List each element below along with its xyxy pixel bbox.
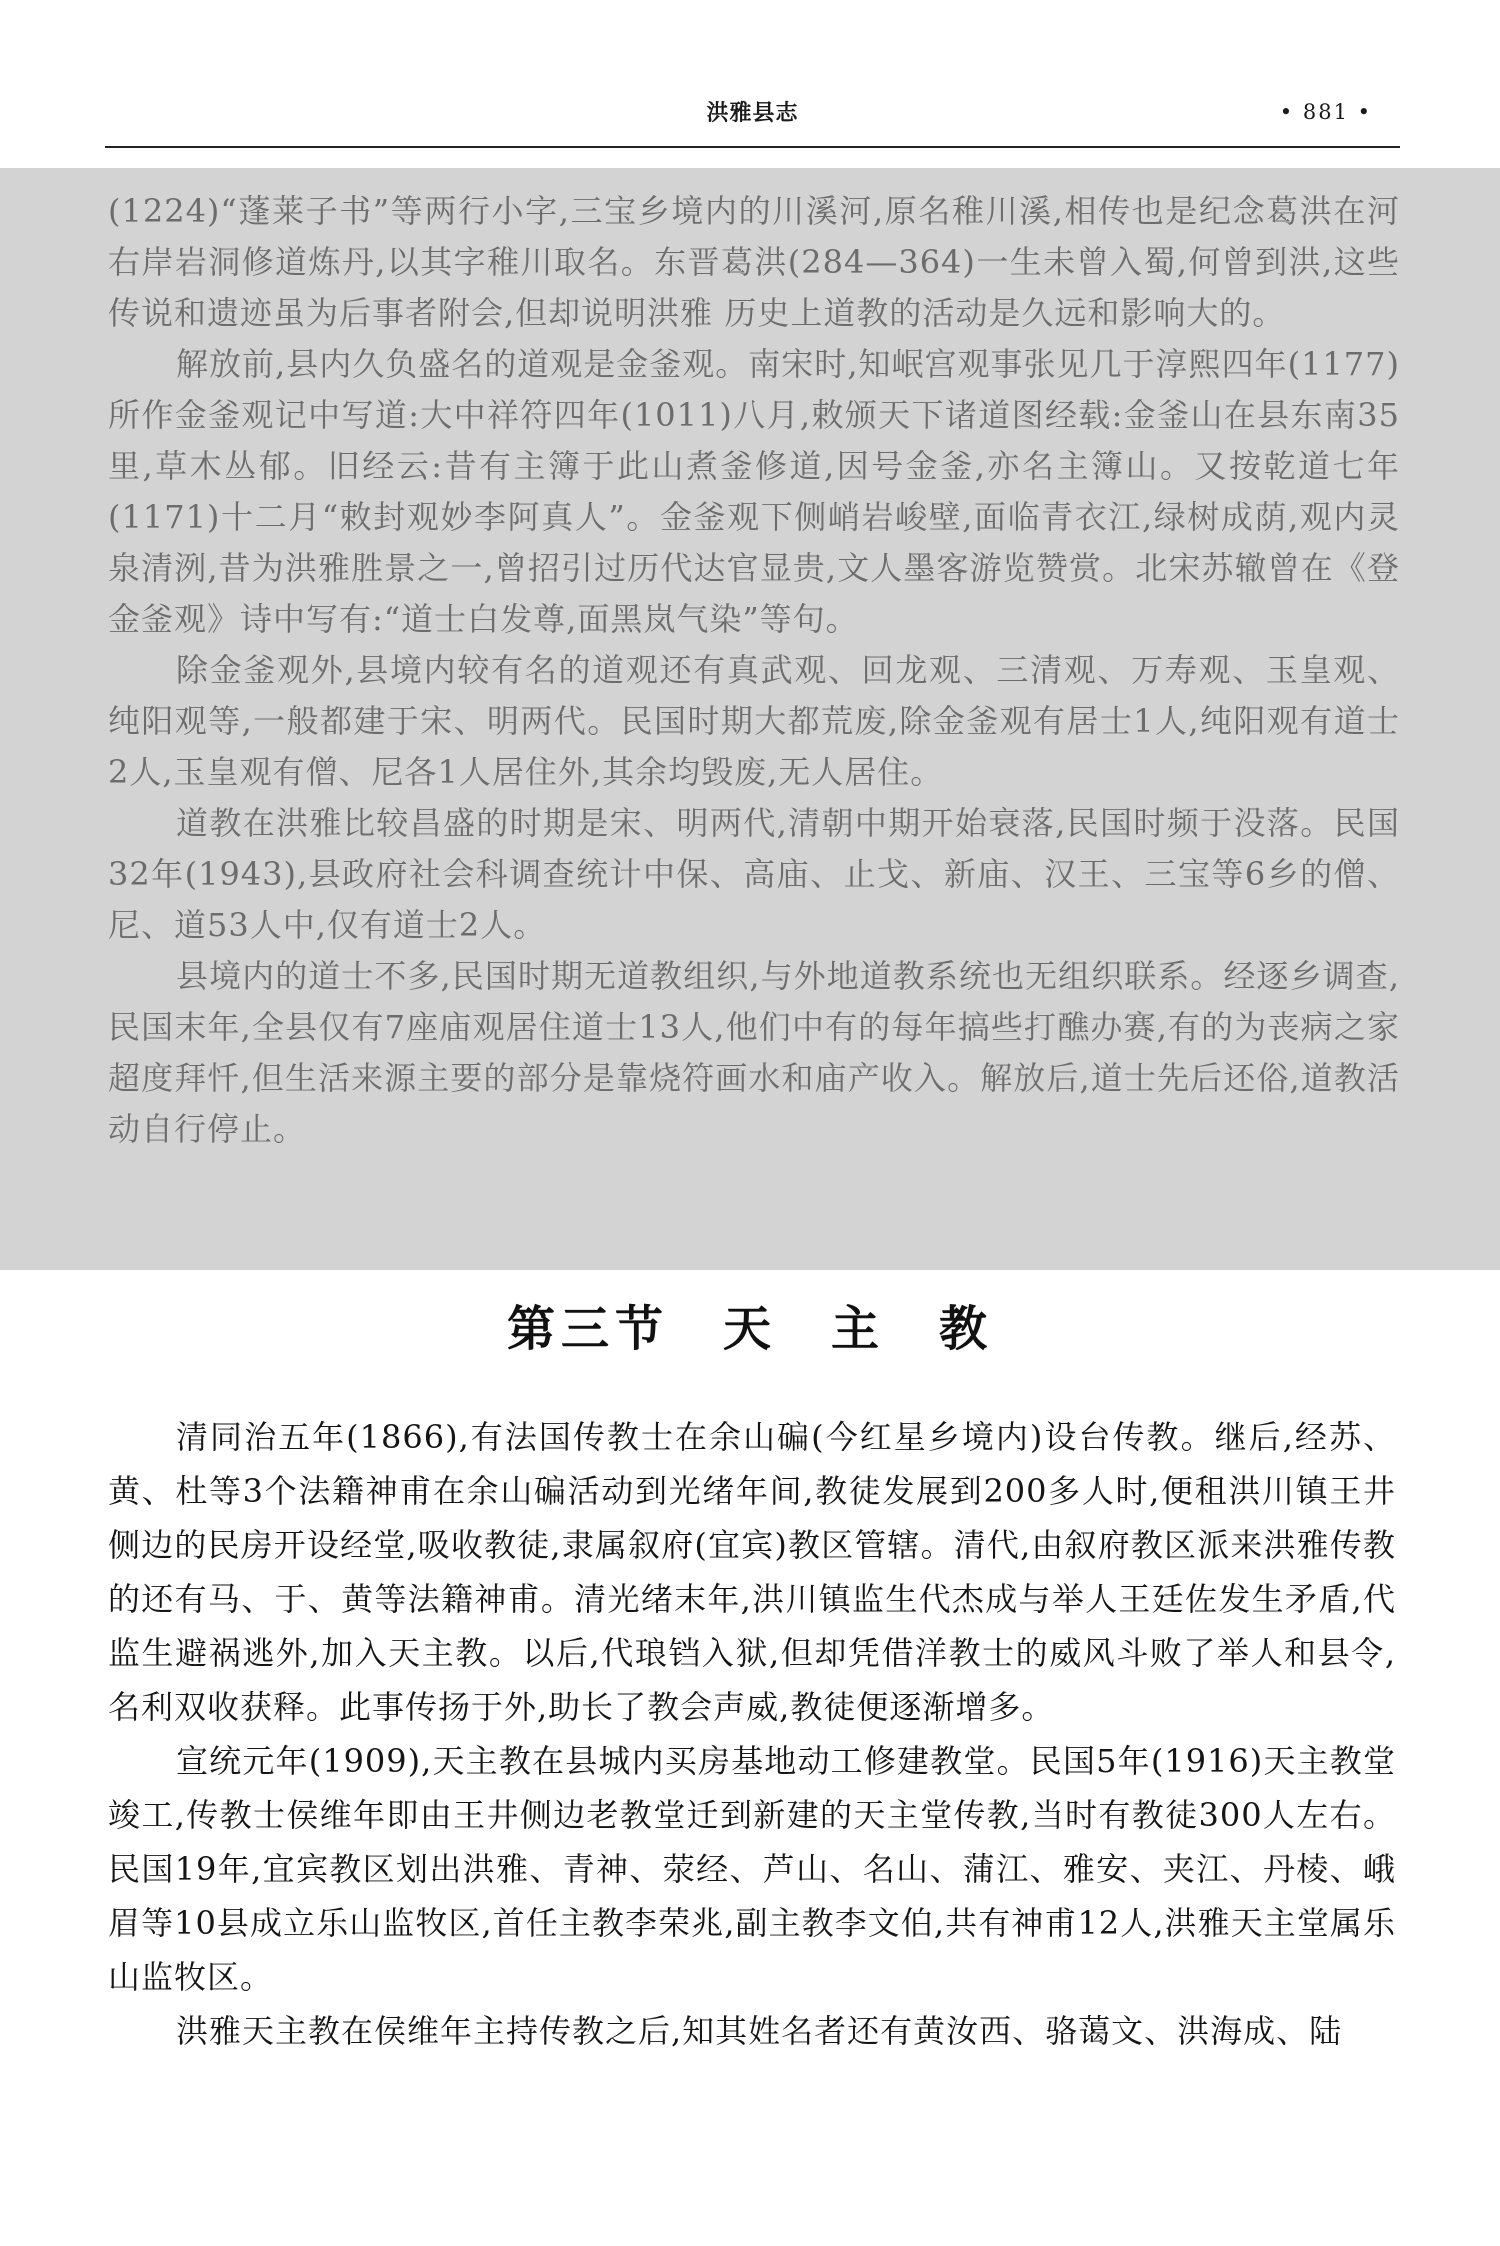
shaded-paragraph: 除金釜观外,县境内较有名的道观还有真武观、回龙观、三清观、万寿观、玉皇观、纯阳观等,一般都建于宋、明两代。民国时期大都荒废,除金釜观有居士1人,纯阳观有道士2人,玉皇观有僧、尼各1人居住外,其余均毁废,无人居住。: [108, 651, 1400, 791]
shaded-paragraph: (1224)“蓬莱子书”等两行小字,三宝乡境内的川溪河,原名稚川溪,相传也是纪念葛洪在河右岸岩洞修道炼丹,以其字稚川取名。东晋葛洪(284—364)一生未曾入蜀,何曾到洪,这些传说和遗迹虽为后事者附会,但却说明洪雅 历史上道教的活动是久远和影响大的。: [108, 192, 1400, 332]
page-header: [105, 96, 1400, 148]
running-title: 洪雅县志: [706, 101, 799, 126]
main-body: [108, 1410, 1396, 2058]
body-paragraph: 宣统元年(1909),天主教在县城内买房基地动工修建教堂。民国5年(1916)天主教堂竣工,传教士侯维年即由王井侧边老教堂迁到新建的天主堂传教,当时有教徒300人左右。民国19年,宜宾教区划出洪雅、青神、荥经、芦山、名山、蒲江、雅安、夹江、丹棱、峨眉等10县成立乐山监牧区,首任主教李荣兆,副主教李文伯,共有神甫12人,洪雅天主堂属乐山监牧区。: [108, 1742, 1396, 1996]
shaded-paragraph: 道教在洪雅比较昌盛的时期是宋、明两代,清朝中期开始衰落,民国时频于没落。民国32年(1943),县政府社会科调查统计中保、高庙、止戈、新庙、汉王、三宝等6乡的僧、尼、道53人中,仅有道士2人。: [108, 804, 1400, 944]
page-number: • 881 •: [1279, 100, 1372, 124]
shaded-paragraph: 县境内的道士不多,民国时期无道教组织,与外地道教系统也无组织联系。经逐乡调查,民国末年,全县仅有7座庙观居住道士13人,他们中有的每年搞些打醮办赛,有的为丧病之家超度拜忏,但生活来源主要的部分是靠烧符画水和庙产收入。解放后,道士先后还俗,道教活动自行停止。: [108, 957, 1400, 1148]
body-paragraph: 清同治五年(1866),有法国传教士在余山碥(今红星乡境内)设台传教。继后,经苏、黄、杜等3个法籍神甫在余山碥活动到光绪年间,教徒发展到200多人时,便租洪川镇王井侧边的民房开设经堂,吸收教徒,隶属叙府(宜宾)教区管辖。清代,由叙府教区派来洪雅传教的还有马、于、黄等法籍神甫。清光绪末年,洪川镇监生代杰成与举人王廷佐发生矛盾,代监生避祸逃外,加入天主教。以后,代琅铛入狱,但却凭借洋教士的威风斗败了举人和县令,名利双收获释。此事传扬于外,助长了教会声威,教徒便逐渐增多。: [108, 1418, 1396, 1726]
body-paragraph: 洪雅天主教在侯维年主持传教之后,知其姓名者还有黄汝西、骆蔼文、洪海成、陆: [176, 2012, 1343, 2050]
shaded-paragraph: 解放前,县内久负盛名的道观是金釜观。南宋时,知岷宫观事张见几于淳熙四年(1177)所作金釜观记中写道:大中祥符四年(1011)八月,敕颁天下诸道图经载:金釜山在县东南35里,草木丛郁。旧经云:昔有主簿于此山煮釜修道,因号金釜,亦名主簿山。又按乾道七年(1171)十二月“敕封观妙李阿真人”。金釜观下侧峭岩峻壁,面临青衣江,绿树成荫,观内灵泉清洌,昔为洪雅胜景之一,曾招引过历代达官显贵,文人墨客游览赞赏。北宋苏辙曾在《登金釜观》诗中写有:“道士白发尊,面黑岚气染”等句。: [108, 345, 1400, 638]
shaded-text-block: [0, 168, 1500, 1270]
section-heading: 第三节 天 主 教: [506, 1301, 993, 1357]
